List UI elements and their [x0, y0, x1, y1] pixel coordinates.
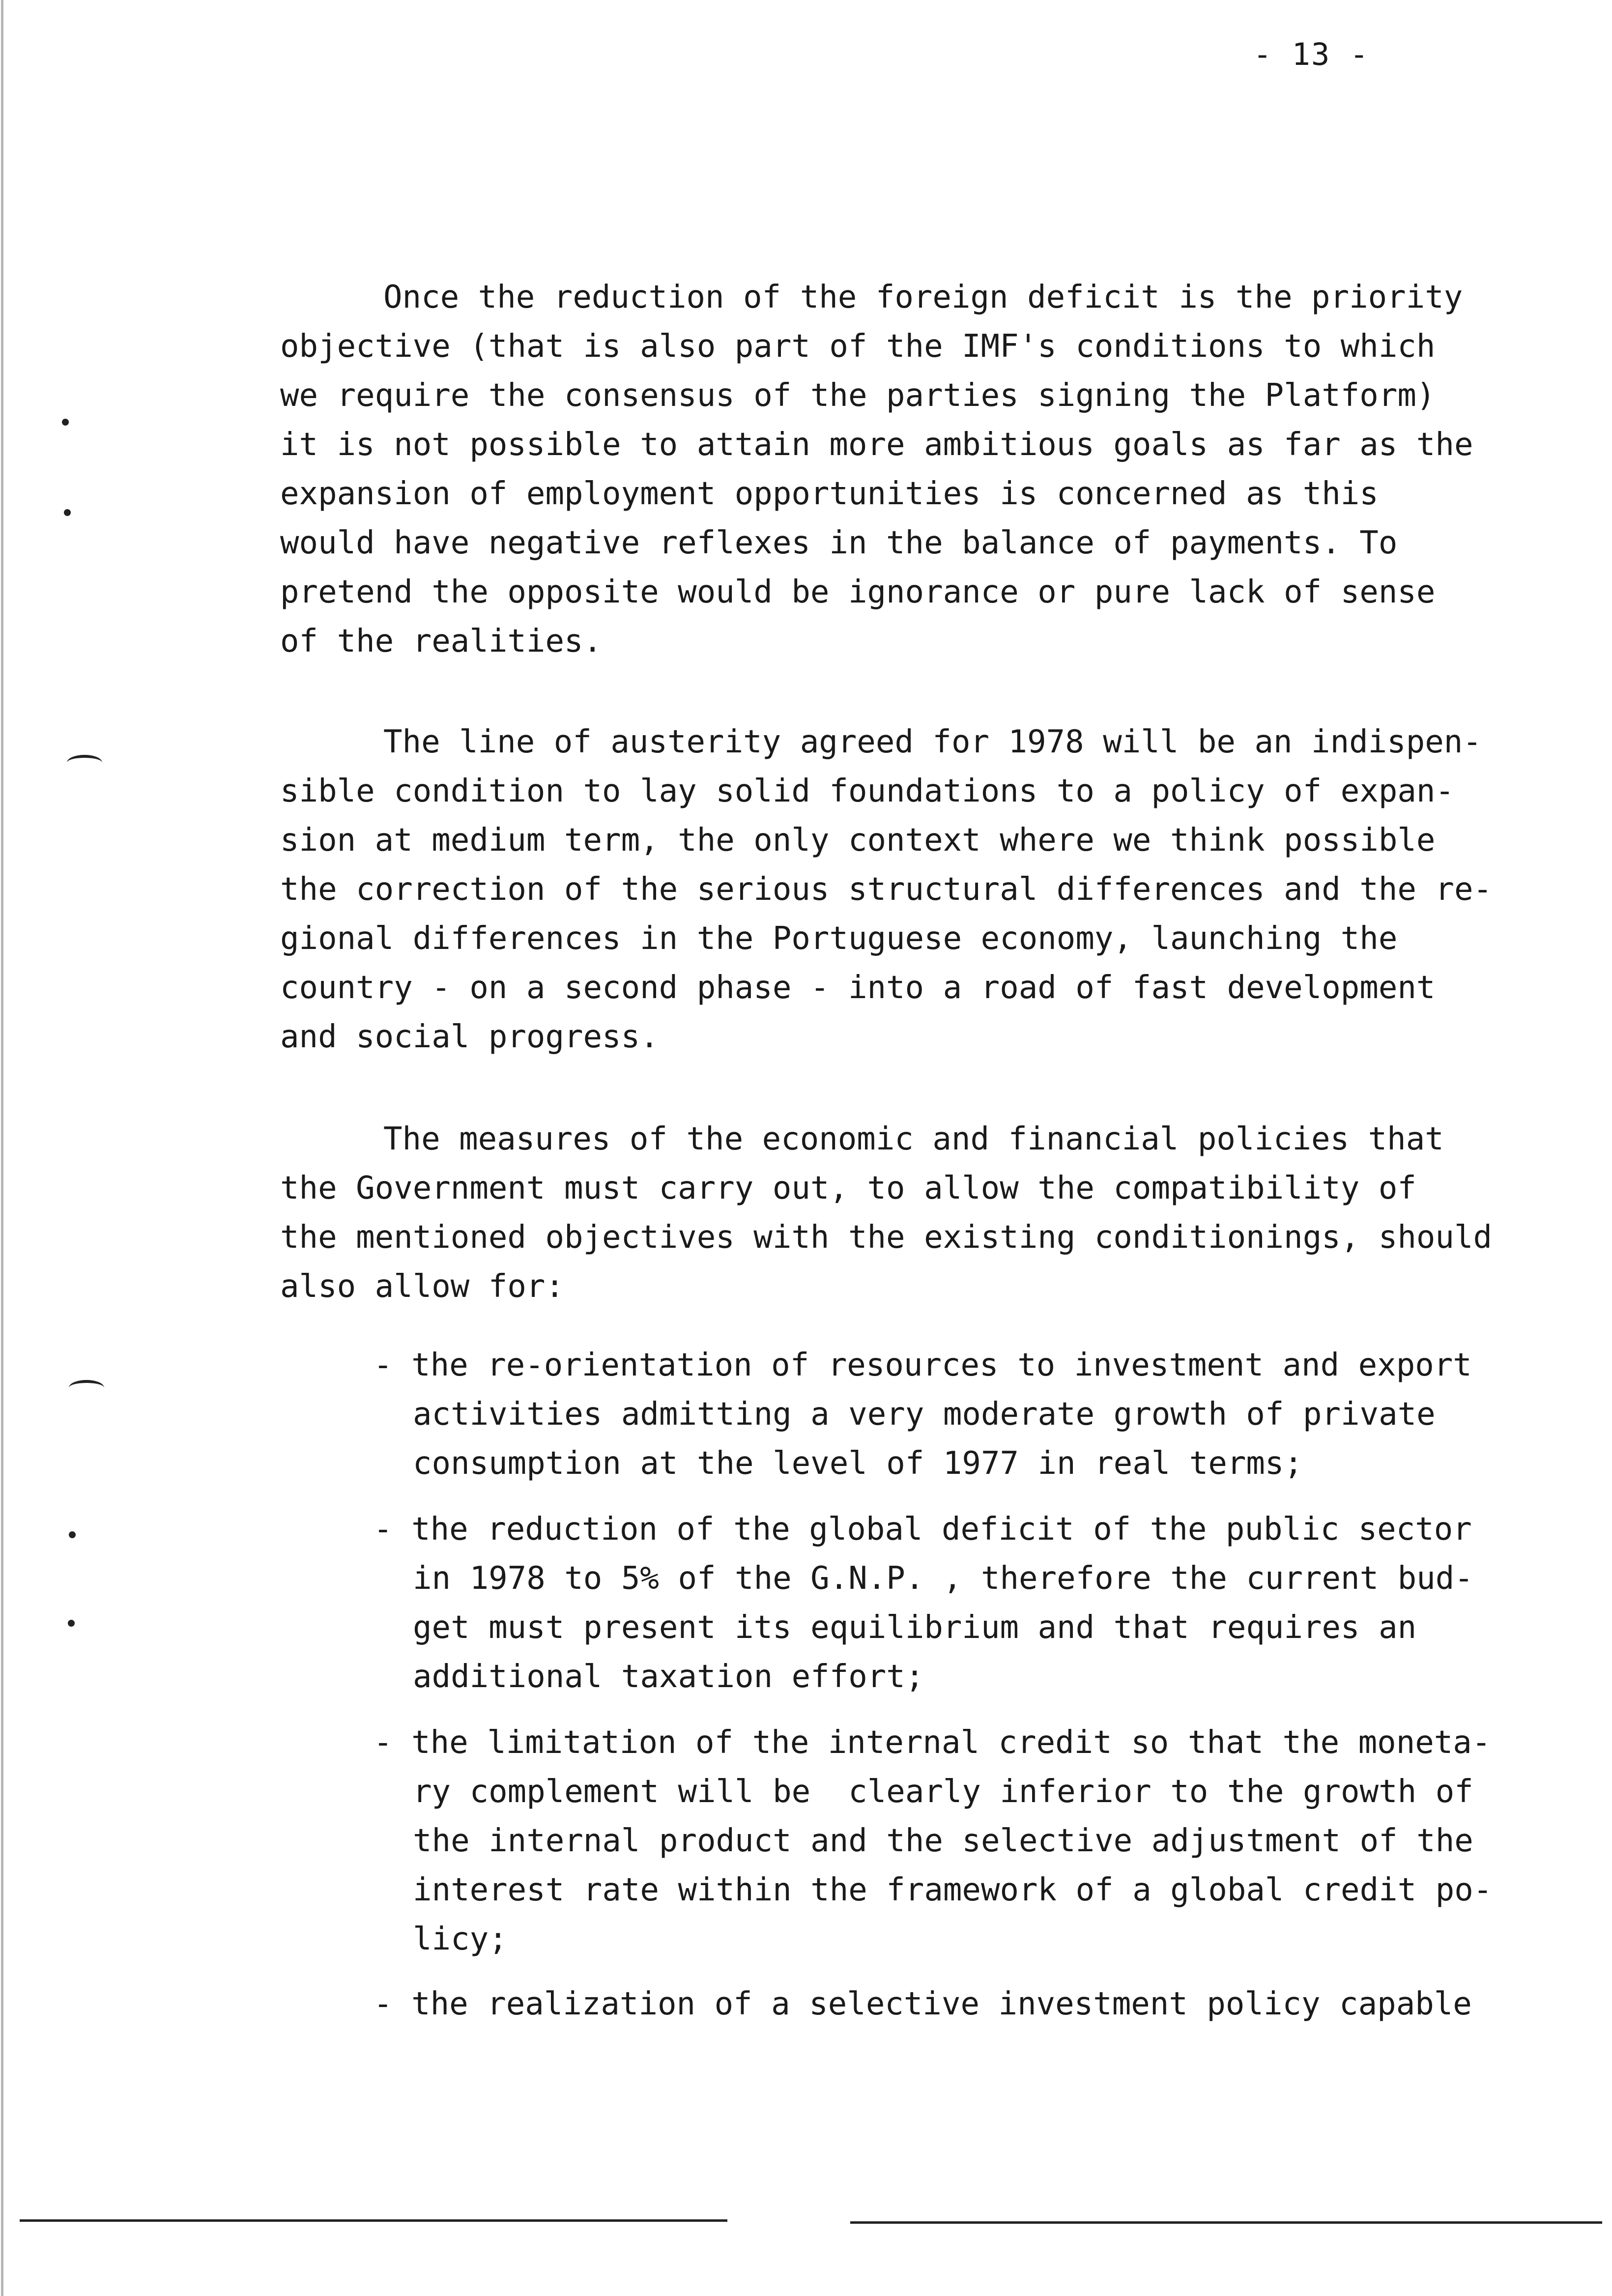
list-item-line: interest rate within the framework of a global credit po-: [413, 1872, 1493, 1908]
margin-dot-mark: [69, 1531, 76, 1538]
margin-dot-mark: [64, 509, 71, 516]
paragraph-line: gional differences in the Portuguese economy, launching the: [280, 920, 1398, 957]
list-item-line: licy;: [413, 1921, 508, 1957]
list-item: [280, 1341, 1558, 1488]
scan-left-edge: [1, 0, 3, 2296]
bottom-rule-left: [20, 2219, 727, 2222]
paragraph-line: also allow for:: [280, 1268, 564, 1305]
list-item-line: - the realization of a selective investment policy capable: [374, 1986, 1472, 2022]
list-item-line: the internal product and the selective adjustment of the: [413, 1823, 1473, 1859]
page-number: - 13 -: [1253, 36, 1369, 72]
margin-tick-mark: [69, 1380, 104, 1396]
paragraph-line: would have negative reflexes in the balance of payments. To: [280, 525, 1398, 561]
paragraph-1: [280, 273, 1558, 666]
paragraph-line: the mentioned objectives with the existing conditionings, should: [280, 1219, 1492, 1256]
list-item-line: - the re-orientation of resources to investment and export: [374, 1347, 1472, 1383]
list-item-line: additional taxation effort;: [413, 1659, 924, 1695]
margin-dot-mark: [68, 1620, 75, 1627]
list-item: [280, 1505, 1558, 1701]
paragraph-2: [280, 718, 1558, 1062]
list-item-line: ry complement will be clearly inferior to the growth of: [413, 1774, 1473, 1810]
paragraph-line: sion at medium term, the only context where we think possible: [280, 822, 1436, 859]
paragraph-line: objective (that is also part of the IMF's conditions to which: [280, 328, 1436, 365]
paragraph-line: expansion of employment opportunities is concerned as this: [280, 476, 1379, 512]
paragraph-line: the Government must carry out, to allow the compatibility of: [280, 1170, 1416, 1206]
list-item: [280, 1718, 1558, 1964]
bottom-rule-right: [850, 2221, 1602, 2224]
list-item-line: consumption at the level of 1977 in real terms;: [413, 1445, 1303, 1482]
paragraph-3: [280, 1115, 1558, 1311]
margin-dot-mark: [62, 419, 69, 426]
paragraph-line: we require the consensus of the parties signing the Platform): [280, 377, 1436, 414]
paragraph-line: The measures of the economic and financial policies that: [383, 1121, 1444, 1157]
paragraph-line: Once the reduction of the foreign deficit is the priority: [383, 279, 1463, 316]
paragraph-line: and social progress.: [280, 1019, 659, 1055]
paragraph-line: pretend the opposite would be ignorance or pure lack of sense: [280, 574, 1436, 610]
margin-tick-mark: [67, 755, 102, 771]
paragraph-line: sible condition to lay solid foundations to a policy of expan-: [280, 773, 1454, 809]
list-item-line: - the reduction of the global deficit of the public sector: [374, 1511, 1472, 1548]
paragraph-line: of the realities.: [280, 623, 603, 660]
paragraph-line: it is not possible to attain more ambitious goals as far as the: [280, 427, 1473, 463]
paragraph-line: The line of austerity agreed for 1978 will be an indispen-: [383, 724, 1482, 760]
list-item-line: in 1978 to 5% of the G.N.P. , therefore the current bud-: [413, 1560, 1473, 1597]
list-item: [280, 1980, 1558, 2029]
list-item-line: - the limitation of the internal credit so that the moneta-: [374, 1724, 1491, 1761]
list-item-line: get must present its equilibrium and that requires an: [413, 1609, 1417, 1646]
paragraph-line: country - on a second phase - into a road of fast development: [280, 970, 1436, 1006]
list-item-line: activities admitting a very moderate growth of private: [413, 1396, 1436, 1433]
paragraph-line: the correction of the serious structural differences and the re-: [280, 871, 1492, 908]
